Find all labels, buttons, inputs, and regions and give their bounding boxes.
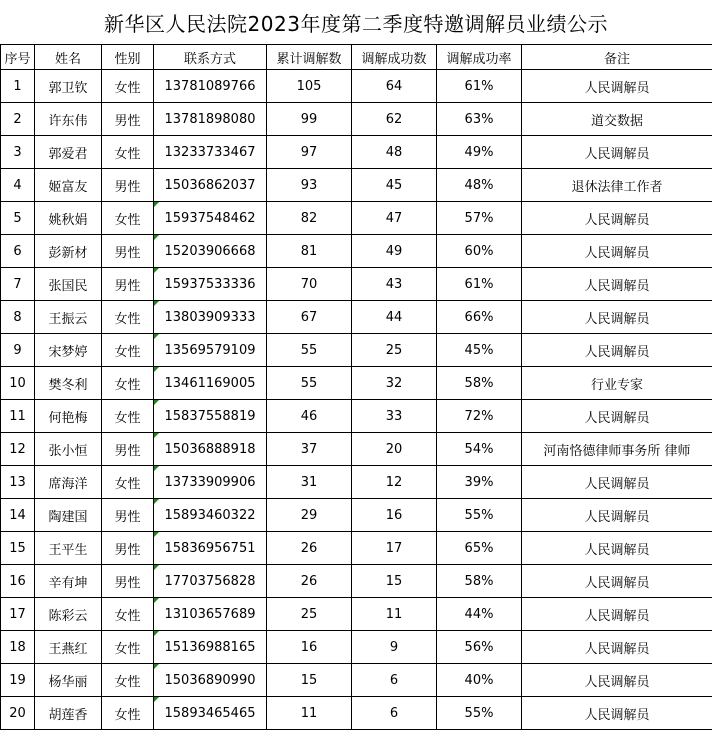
cell-total[interactable]: 26 xyxy=(267,532,352,565)
cell-note[interactable]: 人民调解员 xyxy=(522,301,712,334)
cell-total[interactable]: 25 xyxy=(267,598,352,631)
cell-contact[interactable]: 15937548462 xyxy=(154,202,267,235)
cell-success[interactable]: 16 xyxy=(352,499,437,532)
cell-gender[interactable]: 女性 xyxy=(102,697,154,730)
cell-success[interactable]: 43 xyxy=(352,268,437,301)
cell-index[interactable]: 4 xyxy=(1,169,35,202)
table-row xyxy=(1,367,712,400)
table-row xyxy=(1,202,712,235)
cell-note[interactable]: 人民调解员 xyxy=(522,598,712,631)
cell-gender[interactable]: 女性 xyxy=(102,301,154,334)
table-body xyxy=(1,70,712,730)
cell-rate[interactable]: 55% xyxy=(437,697,522,730)
header-gender: 性别 xyxy=(102,45,154,70)
cell-success[interactable]: 62 xyxy=(352,103,437,136)
cell-rate[interactable]: 66% xyxy=(437,301,522,334)
cell-marker-icon xyxy=(154,268,159,273)
cell-gender[interactable]: 男性 xyxy=(102,169,154,202)
cell-marker-icon xyxy=(154,631,159,636)
cell-rate[interactable]: 48% xyxy=(437,169,522,202)
cell-name[interactable]: 王平生 xyxy=(35,532,102,565)
cell-total[interactable]: 26 xyxy=(267,565,352,598)
cell-total[interactable]: 81 xyxy=(267,235,352,268)
cell-gender[interactable]: 男性 xyxy=(102,268,154,301)
table-row xyxy=(1,268,712,301)
cell-rate[interactable]: 65% xyxy=(437,532,522,565)
cell-gender[interactable]: 女性 xyxy=(102,334,154,367)
cell-index[interactable]: 18 xyxy=(1,631,35,664)
performance-table xyxy=(0,44,712,730)
cell-name[interactable]: 姚秋娟 xyxy=(35,202,102,235)
cell-name[interactable]: 王振云 xyxy=(35,301,102,334)
cell-index[interactable]: 3 xyxy=(1,136,35,169)
cell-index[interactable]: 13 xyxy=(1,466,35,499)
cell-gender[interactable]: 女性 xyxy=(102,631,154,664)
table-header xyxy=(1,45,712,70)
table-row xyxy=(1,70,712,103)
cell-gender[interactable]: 女性 xyxy=(102,466,154,499)
cell-contact[interactable]: 13781898080 xyxy=(154,103,267,136)
cell-rate[interactable]: 44% xyxy=(437,598,522,631)
cell-success[interactable]: 6 xyxy=(352,697,437,730)
cell-rate[interactable]: 55% xyxy=(437,499,522,532)
cell-marker-icon xyxy=(154,499,159,504)
table-row xyxy=(1,532,712,565)
cell-success[interactable]: 20 xyxy=(352,433,437,466)
table-row xyxy=(1,400,712,433)
cell-name[interactable]: 许东伟 xyxy=(35,103,102,136)
cell-total[interactable]: 11 xyxy=(267,697,352,730)
cell-total[interactable]: 97 xyxy=(267,136,352,169)
cell-index[interactable]: 15 xyxy=(1,532,35,565)
cell-gender[interactable]: 男性 xyxy=(102,103,154,136)
cell-contact[interactable]: 15036888918 xyxy=(154,433,267,466)
cell-total[interactable]: 93 xyxy=(267,169,352,202)
cell-contact[interactable]: 15036862037 xyxy=(154,169,267,202)
cell-rate[interactable]: 39% xyxy=(437,466,522,499)
table-row xyxy=(1,565,712,598)
cell-name[interactable]: 姬富友 xyxy=(35,169,102,202)
cell-marker-icon xyxy=(154,664,159,669)
table-row xyxy=(1,301,712,334)
cell-name[interactable]: 席海洋 xyxy=(35,466,102,499)
cell-rate[interactable]: 58% xyxy=(437,565,522,598)
cell-index[interactable]: 11 xyxy=(1,400,35,433)
cell-gender[interactable]: 女性 xyxy=(102,70,154,103)
cell-note[interactable]: 人民调解员 xyxy=(522,499,712,532)
cell-contact[interactable]: 13461169005 xyxy=(154,367,267,400)
cell-note[interactable]: 退休法律工作者 xyxy=(522,169,712,202)
cell-index[interactable]: 17 xyxy=(1,598,35,631)
cell-marker-icon xyxy=(154,334,159,339)
cell-total[interactable]: 99 xyxy=(267,103,352,136)
cell-contact[interactable]: 13103657689 xyxy=(154,598,267,631)
cell-marker-icon xyxy=(154,598,159,603)
cell-contact[interactable]: 15893465465 xyxy=(154,697,267,730)
cell-success[interactable]: 25 xyxy=(352,334,437,367)
cell-total[interactable]: 15 xyxy=(267,664,352,697)
cell-success[interactable]: 45 xyxy=(352,169,437,202)
cell-total[interactable]: 70 xyxy=(267,268,352,301)
cell-index[interactable]: 6 xyxy=(1,235,35,268)
cell-index[interactable]: 7 xyxy=(1,268,35,301)
header-note: 备注 xyxy=(522,45,712,70)
table-row xyxy=(1,136,712,169)
cell-success[interactable]: 12 xyxy=(352,466,437,499)
cell-index[interactable]: 10 xyxy=(1,367,35,400)
cell-rate[interactable]: 56% xyxy=(437,631,522,664)
cell-note[interactable]: 人民调解员 xyxy=(522,400,712,433)
cell-marker-icon xyxy=(154,532,159,537)
cell-success[interactable]: 11 xyxy=(352,598,437,631)
cell-marker-icon xyxy=(154,565,159,570)
cell-gender[interactable]: 女性 xyxy=(102,664,154,697)
cell-name[interactable]: 张小恒 xyxy=(35,433,102,466)
cell-contact[interactable]: 15036890990 xyxy=(154,664,267,697)
cell-total[interactable]: 67 xyxy=(267,301,352,334)
cell-name[interactable]: 王燕红 xyxy=(35,631,102,664)
cell-rate[interactable]: 61% xyxy=(437,268,522,301)
table-row xyxy=(1,697,712,730)
cell-rate[interactable]: 57% xyxy=(437,202,522,235)
header-total: 累计调解数 xyxy=(267,45,352,70)
cell-name[interactable]: 陈彩云 xyxy=(35,598,102,631)
cell-total[interactable]: 31 xyxy=(267,466,352,499)
cell-note[interactable]: 人民调解员 xyxy=(522,697,712,730)
table-row xyxy=(1,466,712,499)
cell-contact[interactable]: 15203906668 xyxy=(154,235,267,268)
cell-index[interactable]: 19 xyxy=(1,664,35,697)
cell-name[interactable]: 彭新材 xyxy=(35,235,102,268)
cell-marker-icon xyxy=(154,202,159,207)
cell-gender[interactable]: 女性 xyxy=(102,136,154,169)
cell-success[interactable]: 6 xyxy=(352,664,437,697)
cell-gender[interactable]: 男性 xyxy=(102,565,154,598)
cell-gender[interactable]: 男性 xyxy=(102,532,154,565)
cell-note[interactable]: 河南恪德律师事务所 律师 xyxy=(522,433,712,466)
cell-success[interactable]: 9 xyxy=(352,631,437,664)
cell-total[interactable]: 55 xyxy=(267,367,352,400)
table-row xyxy=(1,433,712,466)
table-row xyxy=(1,169,712,202)
header-rate: 调解成功率 xyxy=(437,45,522,70)
cell-note[interactable]: 人民调解员 xyxy=(522,235,712,268)
cell-total[interactable]: 55 xyxy=(267,334,352,367)
cell-gender[interactable]: 男性 xyxy=(102,433,154,466)
cell-total[interactable]: 29 xyxy=(267,499,352,532)
header-success: 调解成功数 xyxy=(352,45,437,70)
cell-gender[interactable]: 男性 xyxy=(102,235,154,268)
table-row xyxy=(1,103,712,136)
table-row xyxy=(1,631,712,664)
cell-name[interactable]: 郭卫钦 xyxy=(35,70,102,103)
cell-name[interactable]: 宋梦婷 xyxy=(35,334,102,367)
cell-total[interactable]: 82 xyxy=(267,202,352,235)
header-name: 姓名 xyxy=(35,45,102,70)
cell-gender[interactable]: 男性 xyxy=(102,499,154,532)
header-index: 序号 xyxy=(1,45,35,70)
cell-success[interactable]: 15 xyxy=(352,565,437,598)
cell-success[interactable]: 64 xyxy=(352,70,437,103)
cell-note[interactable]: 人民调解员 xyxy=(522,70,712,103)
cell-note[interactable]: 人民调解员 xyxy=(522,532,712,565)
cell-contact[interactable]: 15837558819 xyxy=(154,400,267,433)
cell-success[interactable]: 32 xyxy=(352,367,437,400)
cell-contact[interactable]: 13733909906 xyxy=(154,466,267,499)
cell-marker-icon xyxy=(154,433,159,438)
cell-marker-icon xyxy=(154,235,159,240)
cell-success[interactable]: 33 xyxy=(352,400,437,433)
cell-total[interactable]: 46 xyxy=(267,400,352,433)
cell-index[interactable]: 8 xyxy=(1,301,35,334)
cell-gender[interactable]: 女性 xyxy=(102,598,154,631)
cell-contact[interactable]: 13781089766 xyxy=(154,70,267,103)
cell-gender[interactable]: 女性 xyxy=(102,202,154,235)
header-row xyxy=(1,45,712,70)
cell-marker-icon xyxy=(154,400,159,405)
cell-success[interactable]: 48 xyxy=(352,136,437,169)
cell-contact[interactable]: 17703756828 xyxy=(154,565,267,598)
cell-contact[interactable]: 13233733467 xyxy=(154,136,267,169)
cell-rate[interactable]: 60% xyxy=(437,235,522,268)
cell-name[interactable]: 郭爱君 xyxy=(35,136,102,169)
cell-marker-icon xyxy=(154,367,159,372)
cell-success[interactable]: 17 xyxy=(352,532,437,565)
cell-contact[interactable]: 15836956751 xyxy=(154,532,267,565)
cell-rate[interactable]: 45% xyxy=(437,334,522,367)
table-row xyxy=(1,334,712,367)
cell-success[interactable]: 49 xyxy=(352,235,437,268)
cell-index[interactable]: 1 xyxy=(1,70,35,103)
header-contact: 联系方式 xyxy=(154,45,267,70)
cell-total[interactable]: 37 xyxy=(267,433,352,466)
cell-index[interactable]: 9 xyxy=(1,334,35,367)
cell-name[interactable]: 何艳梅 xyxy=(35,400,102,433)
cell-contact[interactable]: 13803909333 xyxy=(154,301,267,334)
cell-name[interactable]: 樊冬利 xyxy=(35,367,102,400)
cell-marker-icon xyxy=(154,466,159,471)
cell-gender[interactable]: 女性 xyxy=(102,367,154,400)
cell-name[interactable]: 辛有坤 xyxy=(35,565,102,598)
cell-note[interactable]: 人民调解员 xyxy=(522,664,712,697)
cell-index[interactable]: 5 xyxy=(1,202,35,235)
cell-rate[interactable]: 40% xyxy=(437,664,522,697)
table-row xyxy=(1,664,712,697)
cell-note[interactable]: 人民调解员 xyxy=(522,268,712,301)
cell-total[interactable]: 105 xyxy=(267,70,352,103)
cell-gender[interactable]: 女性 xyxy=(102,400,154,433)
cell-rate[interactable]: 72% xyxy=(437,400,522,433)
cell-note[interactable]: 人民调解员 xyxy=(522,466,712,499)
table-row xyxy=(1,235,712,268)
cell-index[interactable]: 16 xyxy=(1,565,35,598)
cell-success[interactable]: 44 xyxy=(352,301,437,334)
page-title: 新华区人民法院2023年度第二季度特邀调解员业绩公示 xyxy=(0,0,712,44)
cell-marker-icon xyxy=(154,301,159,306)
cell-index[interactable]: 20 xyxy=(1,697,35,730)
cell-note[interactable]: 人民调解员 xyxy=(522,631,712,664)
cell-rate[interactable]: 61% xyxy=(437,70,522,103)
cell-success[interactable]: 47 xyxy=(352,202,437,235)
cell-rate[interactable]: 54% xyxy=(437,433,522,466)
cell-rate[interactable]: 63% xyxy=(437,103,522,136)
cell-contact[interactable]: 15136988165 xyxy=(154,631,267,664)
cell-name[interactable]: 胡莲香 xyxy=(35,697,102,730)
cell-marker-icon xyxy=(154,697,159,702)
cell-note[interactable]: 道交数据 xyxy=(522,103,712,136)
cell-rate[interactable]: 49% xyxy=(437,136,522,169)
table-row xyxy=(1,499,712,532)
cell-name[interactable]: 陶建国 xyxy=(35,499,102,532)
cell-note[interactable]: 人民调解员 xyxy=(522,565,712,598)
cell-name[interactable]: 杨华丽 xyxy=(35,664,102,697)
cell-contact[interactable]: 15893460322 xyxy=(154,499,267,532)
cell-index[interactable]: 12 xyxy=(1,433,35,466)
cell-note[interactable]: 行业专家 xyxy=(522,367,712,400)
cell-index[interactable]: 2 xyxy=(1,103,35,136)
cell-name[interactable]: 张国民 xyxy=(35,268,102,301)
cell-total[interactable]: 16 xyxy=(267,631,352,664)
cell-contact[interactable]: 15937533336 xyxy=(154,268,267,301)
cell-note[interactable]: 人民调解员 xyxy=(522,334,712,367)
table-row xyxy=(1,598,712,631)
cell-note[interactable]: 人民调解员 xyxy=(522,136,712,169)
cell-note[interactable]: 人民调解员 xyxy=(522,202,712,235)
cell-contact[interactable]: 13569579109 xyxy=(154,334,267,367)
cell-rate[interactable]: 58% xyxy=(437,367,522,400)
cell-index[interactable]: 14 xyxy=(1,499,35,532)
